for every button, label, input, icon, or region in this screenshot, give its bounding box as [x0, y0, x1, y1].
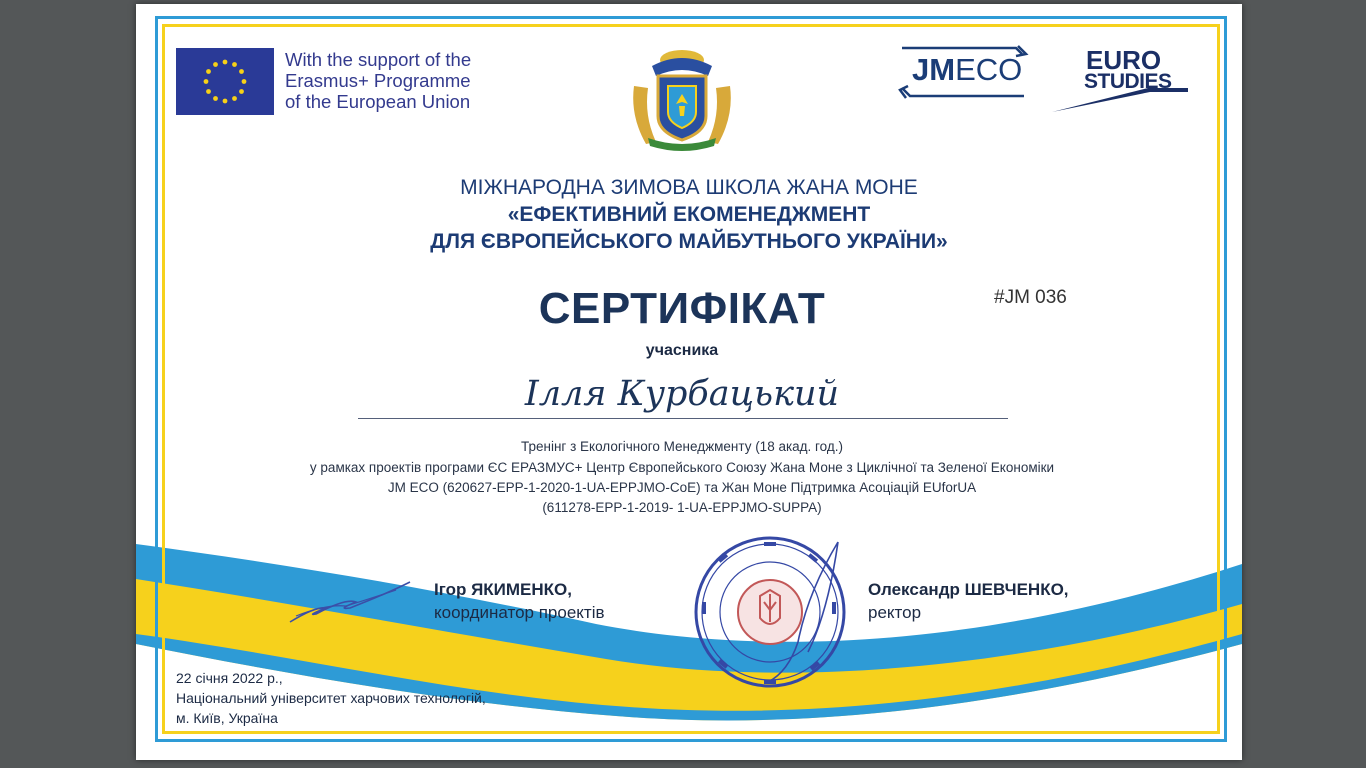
- school-name: МІЖНАРОДНА ЗИМОВА ШКОЛА ЖАНА МОНЕ: [460, 176, 918, 199]
- name-underline: [358, 418, 1008, 419]
- certificate-subtitle: учасника: [645, 342, 719, 359]
- jmeco-eco: ECO: [955, 52, 1023, 87]
- eu-support-text: [285, 49, 515, 112]
- eu-flag-icon: [176, 48, 274, 115]
- signatory-name: Ігор ЯКИМЕНКО,: [434, 580, 572, 599]
- description-line: (611278-EPP-1-2019- 1-UA-EPPJMO-SUPPA): [542, 500, 822, 515]
- issue-date: 22 січня 2022 р.,: [176, 670, 283, 686]
- official-seal-icon: [688, 532, 858, 692]
- certificate-title: СЕРТИФІКАТ: [538, 284, 826, 333]
- signatory-name: Олександр ШЕВЧЕНКО,: [868, 580, 1069, 599]
- description-line: у рамках проектів програми ЄС ЕРАЗМУС+ Центр Європейського Союзу Жана Моне з Циклічної та Зеленої Економіки: [309, 460, 1055, 475]
- description-line: JM ECO (620627-EPP-1-2020-1-UA-EPPJMO-CoE) та Жан Моне Підтримка Асоціацій EUforUA: [387, 480, 977, 495]
- certificate-number: #JM 036: [994, 287, 1067, 308]
- issue-location: м. Київ, Україна: [176, 710, 278, 726]
- description-line: Тренінг з Екологічного Менеджменту (18 акад. год.): [520, 439, 844, 454]
- eu-text-line: Erasmus+ Programme: [285, 70, 471, 91]
- eu-text-line: of the European Union: [285, 91, 471, 112]
- certificate-page: [136, 4, 1242, 760]
- school-theme-line1: «ЕФЕКТИВНИЙ ЕКОМЕНЕДЖМЕНТ: [507, 203, 871, 226]
- recipient-name: Ілля Курбацький: [524, 374, 840, 414]
- university-crest-icon: [622, 46, 742, 152]
- jmeco-jm: JM: [912, 52, 956, 87]
- signatory-role: координатор проектів: [434, 603, 605, 622]
- jmeco-logo-text: [912, 52, 1022, 88]
- issuer-institution: Національний університет харчових технологій,: [176, 690, 486, 706]
- euro-studies-line2: STUDIES: [1084, 70, 1172, 93]
- signature-coordinator-icon: [286, 576, 416, 631]
- euro-studies-line1: EURO: [1086, 45, 1162, 75]
- signatory-role: ректор: [868, 603, 922, 622]
- eu-text-line: With the support of the: [285, 49, 472, 70]
- school-theme-line2: ДЛЯ ЄВРОПЕЙСЬКОГО МАЙБУТНЬОГО УКРАЇНИ»: [430, 230, 948, 253]
